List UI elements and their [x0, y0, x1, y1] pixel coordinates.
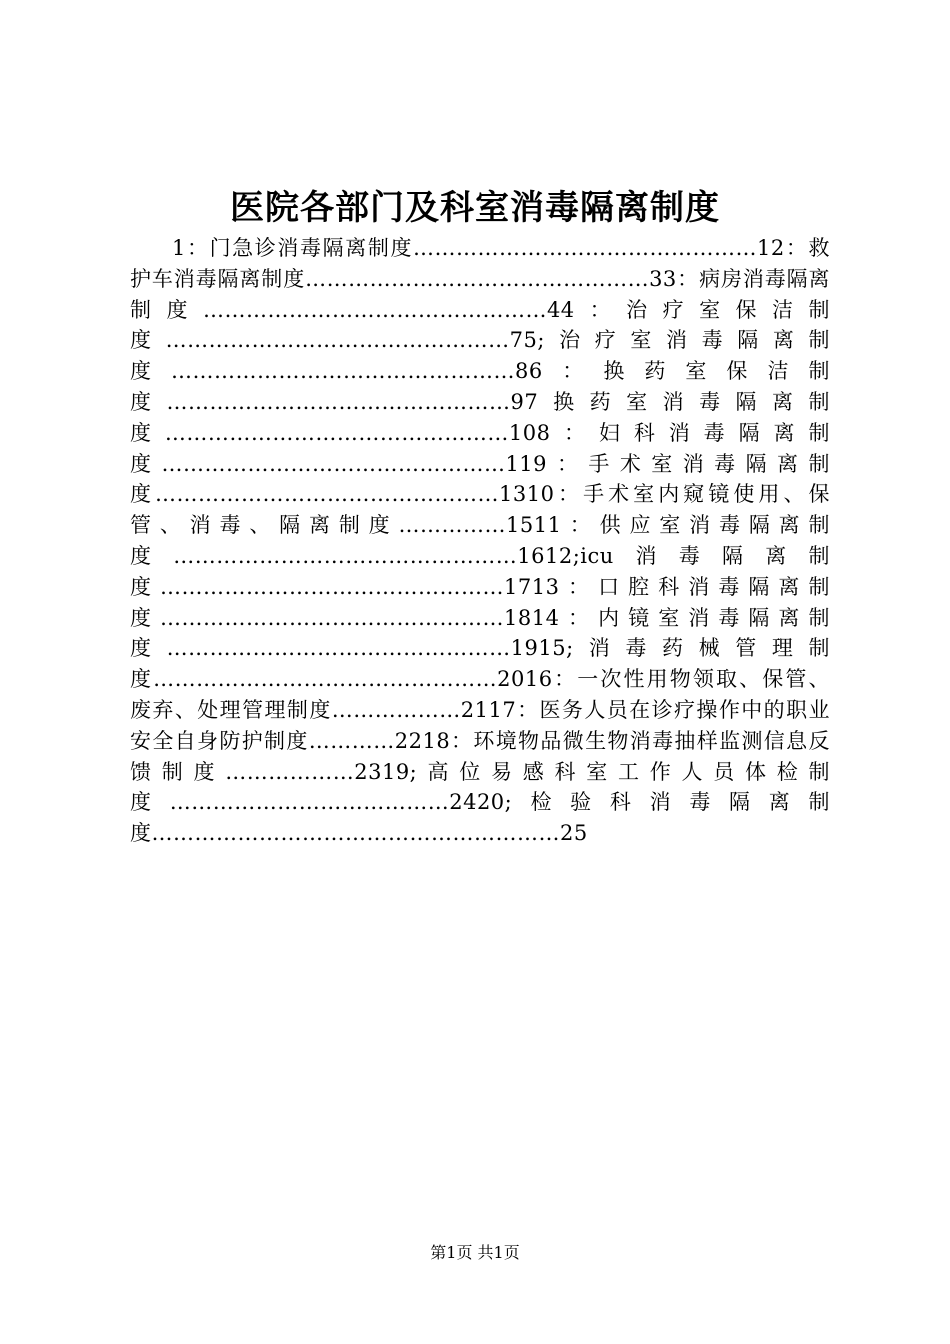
page-footer: 第1页 共1页	[430, 1243, 520, 1262]
document-title: 医院各部门及科室消毒隔离制度	[230, 188, 720, 228]
table-of-contents: 1：门急诊消毒隔离制度…………………………………………12：救护车消毒隔离制度…………………………………………33：病房消毒隔离制度…………………………………………44：治疗室保洁制度…………………………………………75;治疗室消毒隔离制度…………………………………………86：换药室保洁制度…………………………………………97换药室消毒隔离制度…………………………………………108：妇科消毒隔离制度…………………………………………119：手术室消毒隔离制度…………………………………………1310：手术室内窥镜使用、保管、消毒、隔离制度……………1511：供应室消毒隔离制度…………………………………………1612;icu消毒隔离制度…………………………………………1713：口腔科消毒隔离制度…………………………………………1814：内镜室消毒隔离制度…………………………………………1915;消毒药械管理制度…………………………………………2016：一次性用物领取、保管、废弃、处理管理制度………………2117：医务人员在诊疗操作中的职业安全自身防护制度…………2218：环境物品微生物消毒抽样监测信息反馈制度………………2319;高位易感科室工作人员体检制度…………………………………2420;检验科消毒隔离制度…………………………………………………25	[130, 236, 830, 846]
